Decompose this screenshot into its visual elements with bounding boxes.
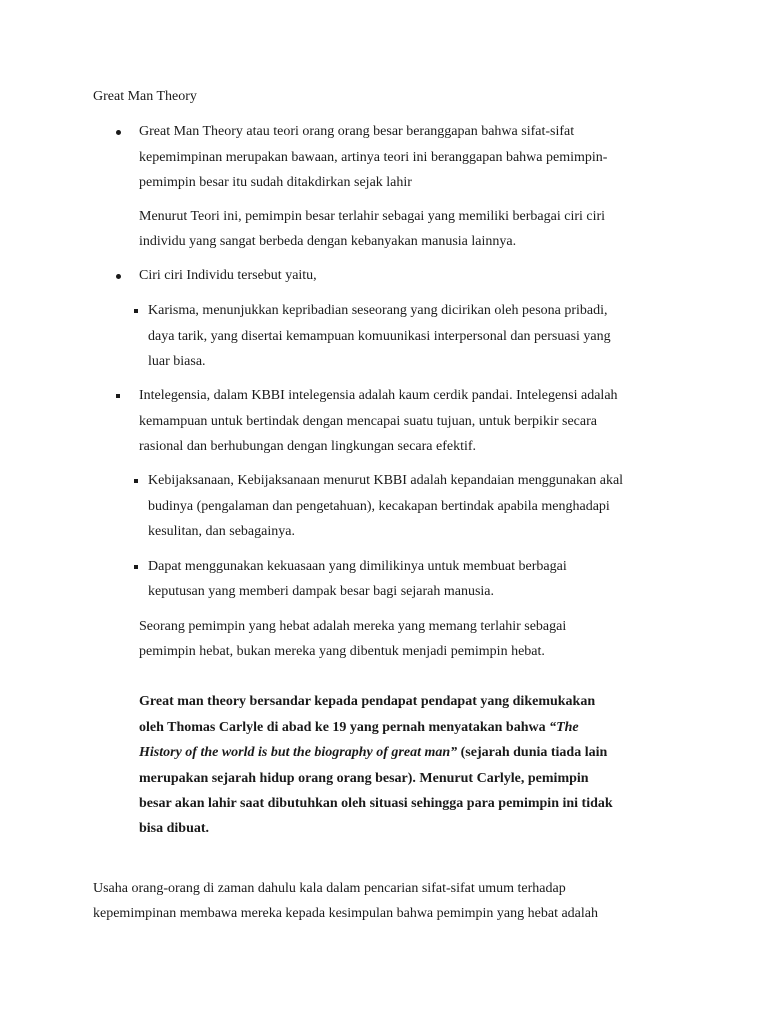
para2-line-1: Seorang pemimpin yang hebat adalah mereka yang memang terlahir sebagai xyxy=(139,619,567,634)
bold-para-line-3-text: (sejarah dunia tiada lain xyxy=(457,745,608,760)
para3-line-2: kepemimpinan membawa mereka kepada kesimpulan bahwa pemimpin yang hebat adalah xyxy=(93,906,598,921)
square-bullet-marker xyxy=(134,565,138,569)
sub4-line-1: Dapat menggunakan kekuasaan yang dimilikinya untuk membuat berbagai xyxy=(148,559,567,574)
sub3-line-3: kesulitan, dan sebagainya. xyxy=(148,524,295,539)
bold-para-line-6: bisa dibuat. xyxy=(139,821,210,836)
bullet1-line-1: Great Man Theory atau teori orang orang besar beranggapan bahwa sifat-sifat xyxy=(139,124,575,139)
bullet-marker xyxy=(116,130,121,135)
bullet-marker xyxy=(116,274,121,279)
bold-para-line-4: merupakan sejarah hidup orang orang besar). Menurut Carlyle, pemimpin xyxy=(139,771,589,786)
sub1-line-1: Karisma, menunjukkan kepribadian seseorang yang dicirikan oleh pesona pribadi, xyxy=(148,303,608,318)
bold-para-line-1: Great man theory bersandar kepada pendapat pendapat yang dikemukakan xyxy=(139,694,596,709)
bold-para-line-2-text: oleh Thomas Carlyle di abad ke 19 yang pernah menyatakan bahwa xyxy=(139,720,550,735)
bullet1-line-3: pemimpin besar itu sudah ditakdirkan sejak lahir xyxy=(139,175,412,190)
bold-para-line-3 xyxy=(139,744,607,762)
quote-text: History of the world is but the biography of great man” xyxy=(139,745,458,760)
bullet1-line-2: kepemimpinan merupakan bawaan, artinya teori ini beranggapan bahwa pemimpin- xyxy=(139,150,608,165)
sub3-line-2: budinya (pengalaman dan pengetahuan), kecakapan bertindak apabila menghadapi xyxy=(148,499,610,514)
sub2-line-2: kemampuan untuk bertindak dengan mencapai suatu tujuan, untuk berpikir secara xyxy=(139,414,597,429)
sub2-line-3: rasional dan berhubungan dengan lingkungan secara efektif. xyxy=(139,439,477,454)
square-bullet-marker xyxy=(134,479,138,483)
sub3-line-1: Kebijaksanaan, Kebijaksanaan menurut KBBI adalah kepandaian menggunakan akal xyxy=(148,473,624,488)
quote-text: “The xyxy=(549,720,579,735)
sub2-line-1: Intelegensia, dalam KBBI intelegensia adalah kaum cerdik pandai. Intelegensi adalah xyxy=(139,388,618,403)
sub1-line-3: luar biasa. xyxy=(148,354,206,369)
sub4-line-2: keputusan yang memberi dampak besar bagi sejarah manusia. xyxy=(148,584,494,599)
para3-line-1: Usaha orang-orang di zaman dahulu kala dalam pencarian sifat-sifat umum terhadap xyxy=(93,881,566,896)
para2-line-2: pemimpin hebat, bukan mereka yang dibentuk menjadi pemimpin hebat. xyxy=(139,644,545,659)
bold-para-line-5: besar akan lahir saat dibutuhkan oleh situasi sehingga para pemimpin ini tidak xyxy=(139,796,613,811)
para1-line-1: Menurut Teori ini, pemimpin besar terlahir sebagai yang memiliki berbagai ciri ciri xyxy=(139,209,606,224)
sub1-line-2: daya tarik, yang disertai kemampuan komuunikasi interpersonal dan persuasi yang xyxy=(148,329,611,344)
para1-line-2: individu yang sangat berbeda dengan kebanyakan manusia lainnya. xyxy=(139,234,517,249)
document-title: Great Man Theory xyxy=(93,89,197,104)
square-bullet-marker xyxy=(116,394,120,398)
bullet2-line-1: Ciri ciri Individu tersebut yaitu, xyxy=(139,268,317,283)
bold-para-line-2 xyxy=(139,719,579,737)
square-bullet-marker xyxy=(134,309,138,313)
